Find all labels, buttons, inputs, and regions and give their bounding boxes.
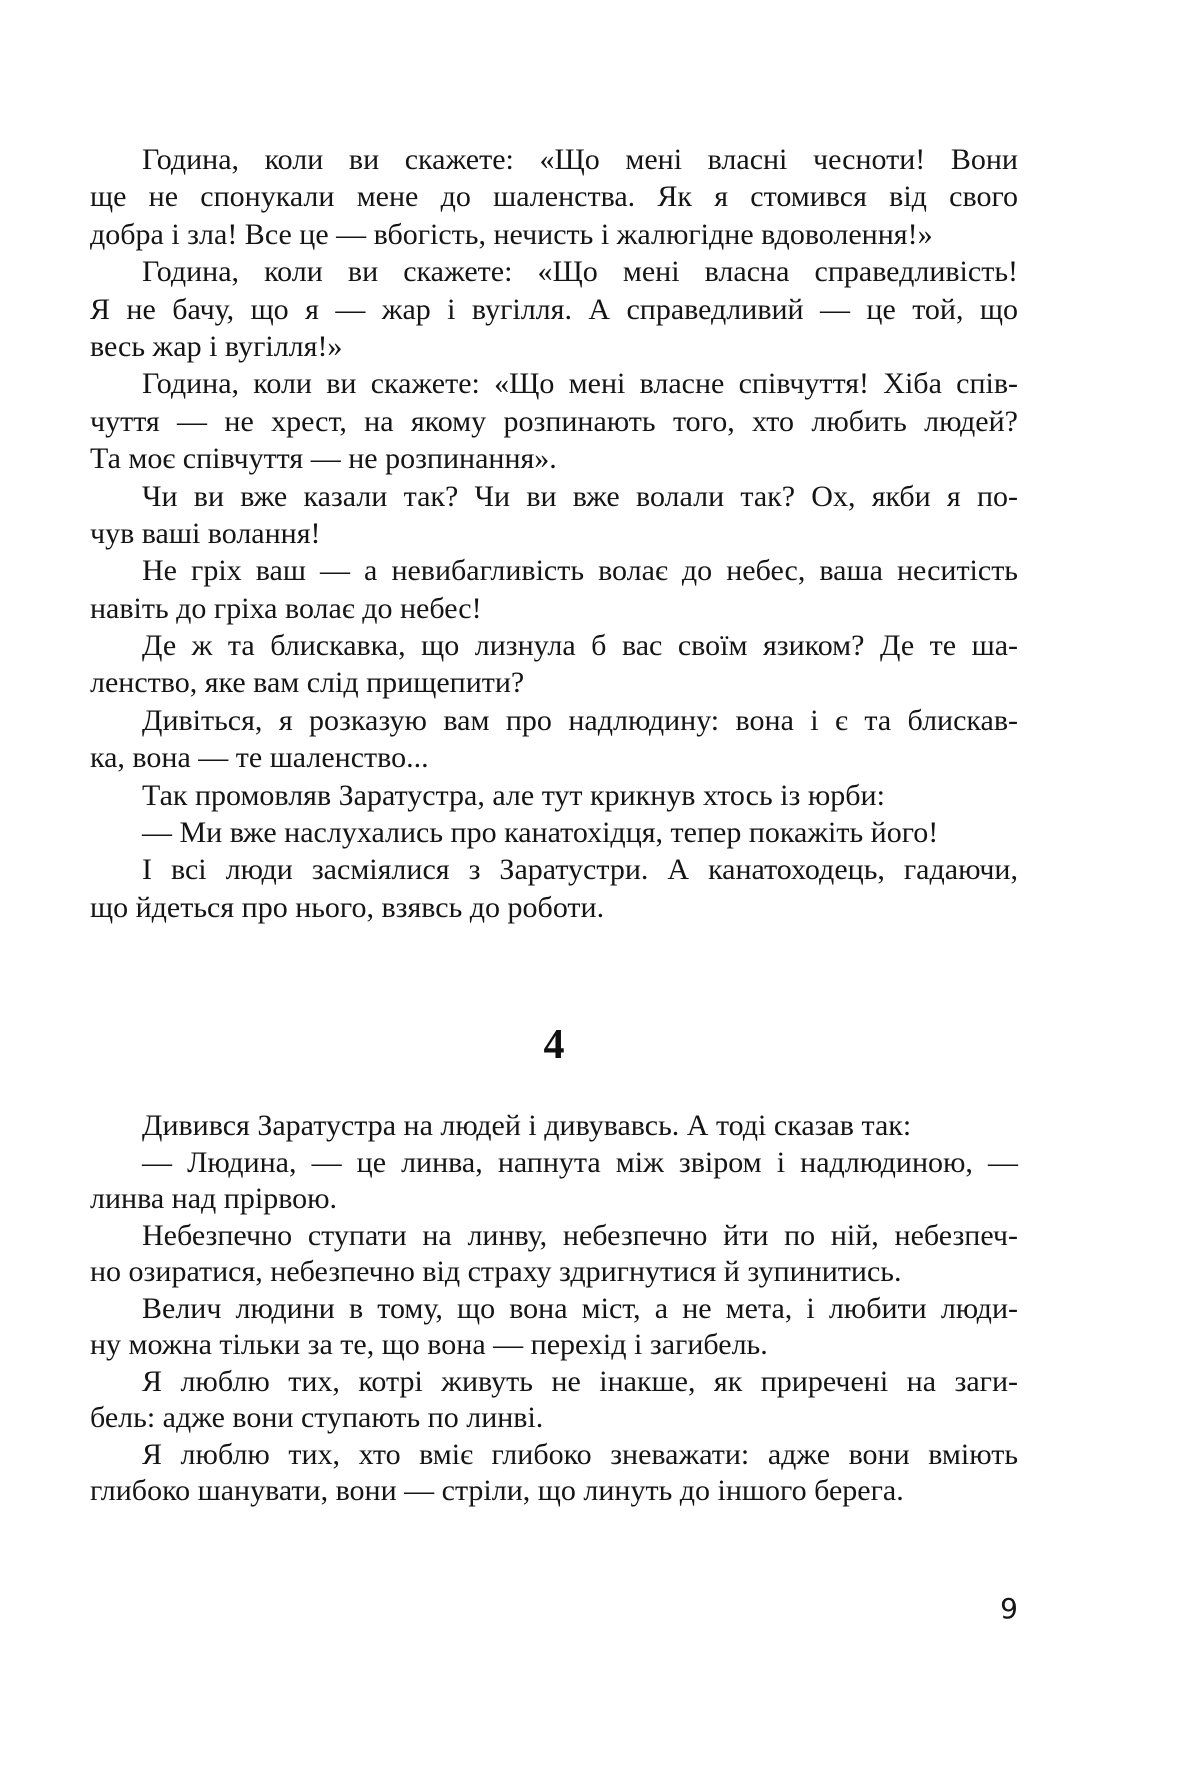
paragraph: [90, 777, 1018, 814]
text-line: І всі люди засміялися з Заратустри. А канатоходець, гадаючи,: [142, 853, 1018, 887]
section-number-heading: 4: [543, 1022, 565, 1068]
paragraph: [90, 1145, 1018, 1218]
text-line: линва над прірвою.: [90, 1182, 338, 1215]
paragraph: [90, 851, 1018, 926]
paragraph: [90, 702, 1018, 777]
text-line: що йдеться про нього, взявсь до роботи.: [90, 890, 605, 924]
paragraph: [90, 365, 1018, 477]
paragraph: [90, 552, 1018, 627]
text-line: Не гріх ваш — а невибагливість волає до небес, ваша неситість: [142, 554, 1018, 588]
body-text-part-1: [90, 141, 1018, 926]
text-line: Година, коли ви скажете: «Що мені власні чесноти! Вони: [142, 143, 1018, 176]
paragraph: [90, 1291, 1018, 1364]
text-line: Я люблю тих, котрі живуть не інакше, як приречені на заги-: [142, 1364, 1018, 1398]
page-number: 9: [1000, 1592, 1018, 1625]
text-line: ще не спонукали мене до шаленства. Як я стомився від свого: [90, 180, 1018, 214]
text-line: Я не бачу, що я — жар і вугілля. А справедливий — це той, що: [90, 292, 1018, 326]
text-line: добра і зла! Все це — вбогість, нечисть і жалюгідне вдоволення!»: [90, 217, 933, 251]
text-line: Так промовляв Заратустра, але тут крикнув хтось із юрби:: [142, 778, 885, 812]
text-line: Дивіться, я розказую вам про надлюдину: вона і є та блискав-: [142, 703, 1018, 737]
paragraph: [90, 253, 1018, 365]
text-line: — Ми вже наслухались про канатохідця, тепер покажіть його!: [142, 816, 939, 850]
text-line: ну можна тільки за те, що вона — перехід і загибель.: [90, 1328, 768, 1361]
paragraph: [90, 141, 1018, 253]
text-line: Я люблю тих, хто вміє глибоко зневажати: адже вони вміють: [142, 1437, 1018, 1471]
paragraph: [90, 627, 1018, 702]
text-line: Небезпечно ступати на линву, небезпечно йти по ній, небезпеч-: [142, 1218, 1018, 1252]
text-line: бель: адже вони ступають по линві.: [90, 1401, 544, 1434]
text-line: Та моє співчуття — не розпинання».: [90, 442, 557, 476]
paragraph: [90, 1218, 1018, 1291]
text-line: Дивився Заратустра на людей і дивувавсь. А тоді сказав так:: [142, 1109, 912, 1142]
text-line: Чи ви вже казали так? Чи ви вже волали так? Ох, якби я по-: [142, 479, 1018, 513]
text-line: чув ваші волання!: [90, 516, 321, 550]
text-line: глибоко шанувати, вони — стріли, що линуть до іншого берега.: [90, 1474, 904, 1507]
paragraph: [90, 1364, 1018, 1437]
paragraph: [90, 478, 1018, 553]
text-line: Де ж та блискавка, що лизнула б вас своїм язиком? Де те ша-: [142, 629, 1018, 663]
text-line: Велич людини в тому, що вона міст, а не мета, і любити люди-: [142, 1291, 1018, 1325]
text-line: Година, коли ви скажете: «Що мені власна справедливість!: [142, 255, 1018, 289]
paragraph: [90, 814, 1018, 851]
text-line: чуття — не хрест, на якому розпинають того, хто любить людей?: [90, 404, 1018, 438]
text-line: ка, вона — те шаленство...: [90, 741, 429, 775]
paragraph: [90, 1108, 1018, 1145]
text-line: навіть до гріха волає до небес!: [90, 591, 482, 625]
text-line: весь жар і вугілля!»: [90, 329, 343, 363]
text-line: ленство, яке вам слід прищепити?: [90, 666, 525, 700]
text-line: Година, коли ви скажете: «Що мені власне співчуття! Хіба спів-: [142, 367, 1018, 401]
body-text-part-2: [90, 1108, 1018, 1510]
paragraph: [90, 1437, 1018, 1510]
text-line: но озиратися, небезпечно від страху здригнутися й зупинитись.: [90, 1255, 902, 1288]
text-line: — Людина, — це линва, напнута між звіром і надлюдиною, —: [142, 1145, 1018, 1179]
